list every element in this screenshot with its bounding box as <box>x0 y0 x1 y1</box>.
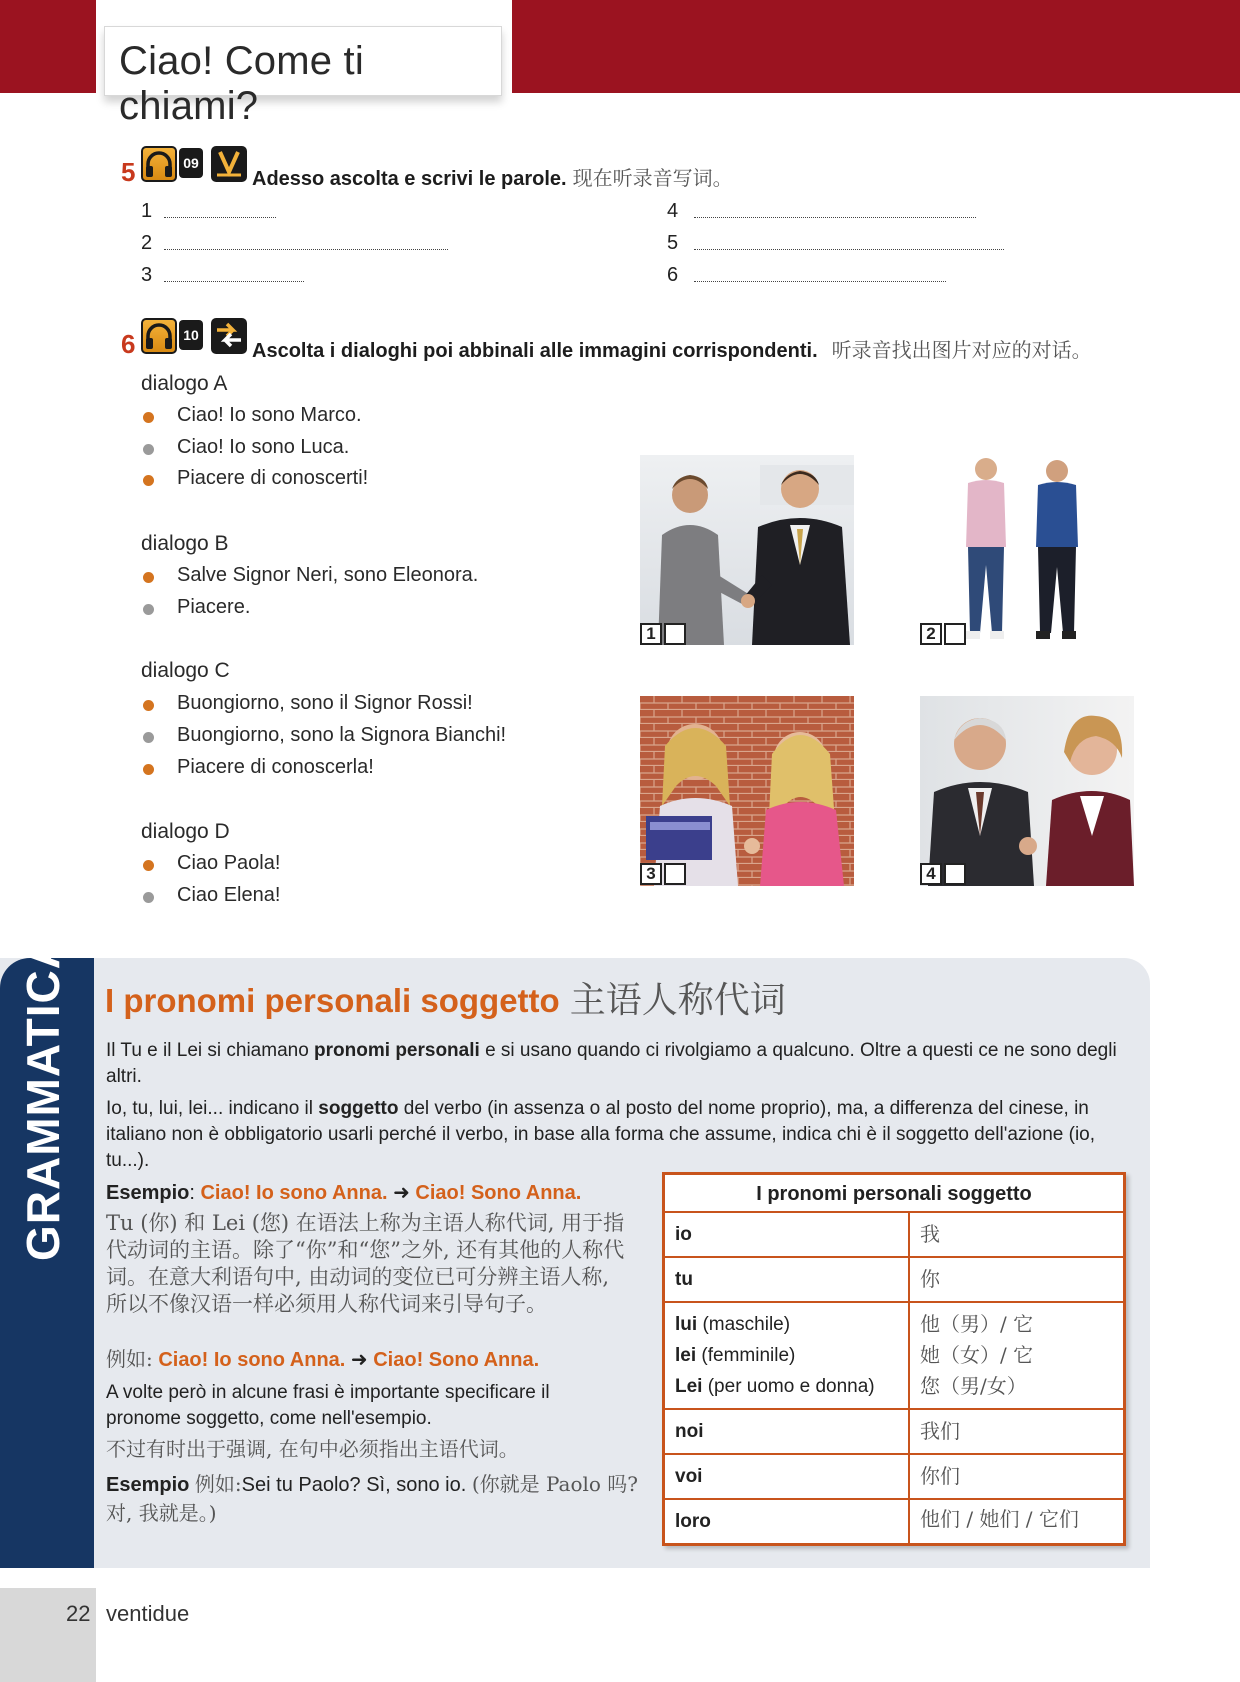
write-line-1[interactable] <box>164 216 276 218</box>
pronoun-cn: 我 <box>920 1222 940 1246</box>
example-label-cn: 例如: <box>106 1347 153 1371</box>
pronoun-note: (femminile) <box>696 1345 796 1366</box>
photo-number-label: 4 <box>920 863 942 885</box>
write-item-number: 6 <box>667 264 679 286</box>
table-row <box>665 1258 1123 1303</box>
exercise-6-instruction <box>252 334 1092 363</box>
dialogue-line-text: Ciao! Io sono Luca. <box>177 436 350 458</box>
speaker-dot-orange <box>143 700 154 711</box>
write-item-number: 3 <box>141 264 153 286</box>
grammar-side-label: GRAMMATICA <box>17 935 69 1261</box>
speaker-dot-grey <box>143 892 154 903</box>
write-item-2 <box>141 232 163 255</box>
photo-answer-box[interactable] <box>664 863 686 885</box>
example-label: Esempio <box>106 1182 190 1204</box>
write-item-number: 4 <box>667 200 679 222</box>
dialogue-line-text: Salve Signor Neri, sono Eleonora. <box>177 564 479 586</box>
photo-business-handshake <box>640 455 854 645</box>
write-item-6 <box>667 264 689 287</box>
write-line-3[interactable] <box>164 280 304 282</box>
pronoun-note: (per uomo e donna) <box>702 1376 875 1397</box>
photo-number-label: 2 <box>920 623 942 645</box>
audio-track-badge: 10 <box>179 320 203 350</box>
write-item-number: 1 <box>141 200 153 222</box>
arrow-icon: ➜ <box>350 1349 368 1371</box>
header-bar-right <box>512 0 1240 93</box>
match-arrow-icon <box>211 318 247 354</box>
table-row <box>665 1213 1123 1258</box>
pronoun-cn: 我们 <box>920 1419 960 1443</box>
table-row <box>665 1500 1123 1543</box>
pronoun-it <box>665 1410 910 1453</box>
write-item-1 <box>141 200 163 223</box>
exercise-6-instruction-cn: 听录音找出图片对应的对话。 <box>831 338 1092 362</box>
speaker-dot-orange <box>143 860 154 871</box>
audio-track-badge: 09 <box>179 148 203 178</box>
dialogue-line-text: Buongiorno, sono il Signor Rossi! <box>177 692 473 714</box>
chapter-title-box <box>104 26 502 128</box>
speaker-dot-orange <box>143 412 154 423</box>
dialogue-line-text: Buongiorno, sono la Signora Bianchi! <box>177 724 507 746</box>
dialogue-line-text: Piacere. <box>177 596 251 618</box>
text-run-bold: pronomi personali <box>314 1040 480 1061</box>
photo-answer-box[interactable] <box>944 623 966 645</box>
write-item-5 <box>667 232 689 255</box>
speaker-dot-grey <box>143 444 154 455</box>
example-translation-cn: (你就是 Paolo 吗? 对, 我就是。) <box>106 1472 639 1525</box>
pronoun-cn-text: 她（女）/ 它 <box>920 1343 1034 1367</box>
dialogue-line-text: Ciao! Io sono Marco. <box>177 404 362 426</box>
pronoun-it-text: voi <box>675 1466 703 1487</box>
write-item-4 <box>667 200 689 223</box>
table-row <box>665 1455 1123 1500</box>
grammar-paragraph-2 <box>106 1096 1126 1174</box>
headphones-icon <box>141 318 177 354</box>
pronoun-it <box>665 1213 910 1256</box>
text-run-bold: soggetto <box>318 1098 399 1119</box>
example-sentence: Sei tu Paolo? Sì, sono io. <box>241 1474 467 1496</box>
pronoun-note: (maschile) <box>697 1314 791 1335</box>
example-sentence: Ciao! Sono Anna. <box>373 1349 540 1371</box>
photo-answer-box[interactable] <box>664 623 686 645</box>
write-item-3 <box>141 264 163 287</box>
exercise-6-instruction-it: Ascolta i dialoghi poi abbinali alle immagini corrispondenti. <box>252 340 818 362</box>
text-run: e si usano quando ci rivolgiamo a qualcuno. Oltre a questi ce ne sono degli altri. <box>106 1040 1117 1087</box>
table-row <box>665 1410 1123 1455</box>
text-run: Io, tu, lui, lei... indicano il <box>106 1098 319 1119</box>
write-line-5[interactable] <box>694 248 1004 250</box>
exercise-5-instruction <box>252 162 733 191</box>
speaker-dot-orange <box>143 764 154 775</box>
speaker-dot-orange <box>143 572 154 583</box>
pronoun-it-text: tu <box>675 1269 693 1290</box>
grammar-cn-paragraph: Tu (你) 和 Lei (您) 在语法上称为主语人称代词, 用于指代动词的主语。除了“你”和“您”之外, 还有其他的人称代词。在意大利语句中, 由动词的变位已可分辨主语人称, 所以不像汉语一样必须用人称代词来引导句子。 <box>106 1211 625 1316</box>
pronoun-cn: 你们 <box>920 1464 960 1488</box>
speaker-dot-grey <box>143 732 154 743</box>
dialogue-d-title: dialogo D <box>141 820 230 843</box>
pronoun-it <box>665 1500 910 1543</box>
grammar-example-1-cn <box>106 1346 666 1373</box>
dialogue-b-title: dialogo B <box>141 532 229 555</box>
grammar-title-it: I pronomi personali soggetto <box>105 982 560 1019</box>
pronoun-it-text: loro <box>675 1511 711 1532</box>
dialogue-line-text: Ciao Paola! <box>177 852 281 874</box>
exercise-5-number: 5 <box>121 157 136 187</box>
pronoun-cn-text: 他（男）/ 它 <box>920 1312 1034 1336</box>
grammar-title <box>105 972 786 1023</box>
table-row <box>665 1303 1123 1410</box>
photo-number-label: 3 <box>640 863 662 885</box>
page-number: 22 <box>66 1601 91 1626</box>
header-bar-left <box>0 0 96 93</box>
write-item-number: 2 <box>141 232 153 254</box>
speaker-dot-orange <box>143 475 154 486</box>
write-item-number: 5 <box>667 232 679 254</box>
pronoun-it-text: lui <box>675 1314 698 1335</box>
grammar-example-1: Esempio: Ciao! Io sono Anna. ➜ Ciao! Sono Anna. <box>106 1182 582 1204</box>
exercise-5-instruction-it: Adesso ascolta e scrivi le parole. <box>252 168 567 190</box>
dialogue-c-title: dialogo C <box>141 659 230 682</box>
exercise-6-number: 6 <box>121 329 136 359</box>
pronoun-table <box>662 1172 1126 1546</box>
write-line-2[interactable] <box>164 248 448 250</box>
example-sentence: Ciao! Io sono Anna. <box>200 1182 388 1204</box>
write-line-6[interactable] <box>694 280 946 282</box>
grammar-paragraph-3: A volte però in alcune frasi è importante specificare il pronome soggetto, come nell'esempio. <box>106 1382 550 1429</box>
pencil-icon <box>211 146 247 182</box>
pronoun-it-text: Lei <box>675 1376 703 1397</box>
chapter-title: Ciao! Come ti chiami? <box>119 39 364 128</box>
example-label: Esempio <box>106 1474 190 1496</box>
grammar-example-2 <box>106 1470 646 1528</box>
page-number-word: ventidue <box>106 1601 190 1626</box>
grammar-paragraph-1 <box>106 1038 1126 1090</box>
text-run: Il Tu e il Lei si chiamano <box>106 1040 315 1061</box>
grammar-title-cn: 主语人称代词 <box>569 980 786 1021</box>
photo-two-young-men <box>920 455 1110 645</box>
headphones-icon <box>141 146 177 182</box>
pronoun-it-text: io <box>675 1224 692 1245</box>
example-sentence: Ciao! Sono Anna. <box>415 1182 582 1204</box>
pronoun-it <box>665 1303 910 1408</box>
pronoun-cn-text: 您（男/女） <box>920 1374 1027 1398</box>
photo-answer-box[interactable] <box>944 863 966 885</box>
photo-number-label: 1 <box>640 623 662 645</box>
pronoun-it-text: noi <box>675 1421 704 1442</box>
example-label-cn: 例如: <box>194 1472 242 1496</box>
pronoun-cn: 你 <box>920 1267 940 1291</box>
dialogue-a-title: dialogo A <box>141 372 228 395</box>
photo-two-girls <box>640 696 854 886</box>
pronoun-cn <box>910 1303 1123 1408</box>
example-sentence: Ciao! Io sono Anna. <box>158 1349 346 1371</box>
pronoun-it <box>665 1455 910 1498</box>
exercise-5-instruction-cn: 现在听录音写词。 <box>572 166 733 190</box>
grammar-cn-paragraph-3: 不过有时出于强调, 在句中必须指出主语代词。 <box>106 1437 519 1461</box>
pronoun-table-header: I pronomi personali soggetto <box>665 1175 1123 1213</box>
photo-older-couple <box>920 696 1134 886</box>
dialogue-line-text: Ciao Elena! <box>177 884 281 906</box>
write-line-4[interactable] <box>694 216 976 218</box>
arrow-icon: ➜ <box>393 1182 410 1204</box>
pronoun-it <box>665 1258 910 1301</box>
dialogue-line-text: Piacere di conoscerla! <box>177 756 374 778</box>
speaker-dot-grey <box>143 604 154 615</box>
text-run: del verbo (in assenza o al posto del nome proprio), ma, a differenza del cinese, in italiano non è obbligatorio usarli perché il verbo, in base alla forma che assume, indica chi è il soggetto dell'azione (io, tu...). <box>106 1098 1096 1171</box>
dialogue-line-text: Piacere di conoscerti! <box>177 467 369 489</box>
pronoun-cn: 他们 / 她们 / 它们 <box>920 1507 1079 1531</box>
pronoun-it-text: lei <box>675 1345 697 1366</box>
